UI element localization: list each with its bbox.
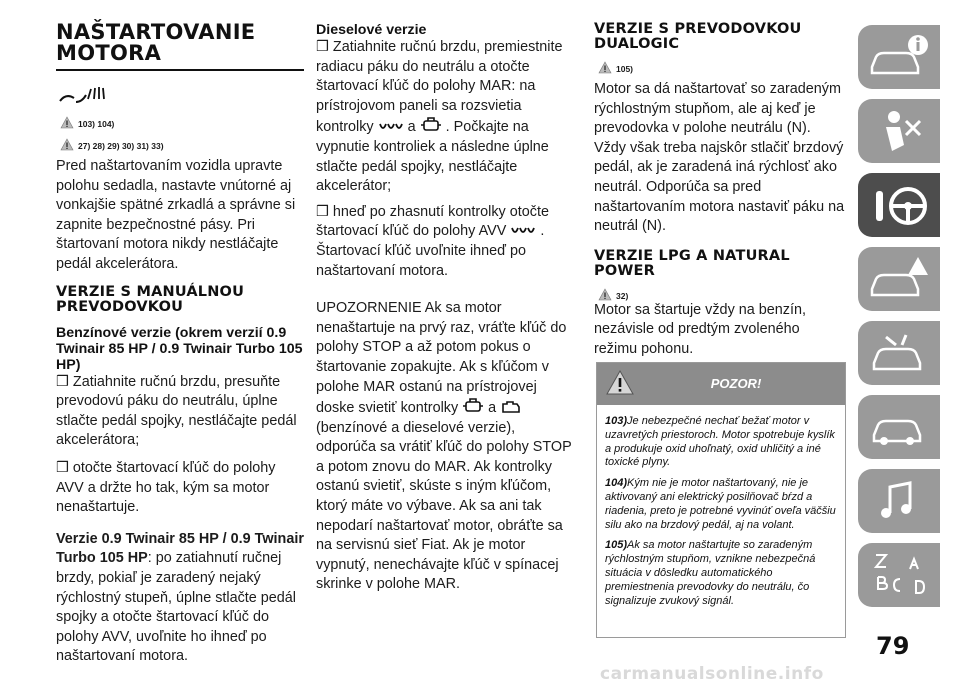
- diesel-step-1-text-a: ❒ Zatiahnite ručnú brzdu, premiestnite radiacu páku do neutrálu a otočte štartovací kľúč do polohy MAR: na prístrojovom paneli sa rozsvietia kontrolky: [316, 39, 563, 136]
- warning-box-title: POZOR!: [710, 376, 762, 391]
- heading-manual: VERZIE S MANUÁLNOU PREVODOVKOU: [56, 283, 245, 315]
- warning-box: [596, 362, 846, 638]
- diesel-step-1-text-b: . Počkajte na vypnutie kontroliek a následne úplne stlačte pedál spojky, nestláčajte akcelerátor;: [316, 119, 549, 195]
- petrol-step-1: ❒ Zatiahnite ručnú brzdu, presuňte prevodovú páku do neutrálu, úplne stlačte pedál spojky, nestláčajte pedál akcelerátora;: [56, 373, 297, 449]
- heading-lpg: VERZIE LPG A NATURAL POWER: [594, 247, 790, 279]
- petrol-step-2: ❒ otočte štartovací kľúč do polohy AVV a držte ho tak, kým sa motor nenaštartuje.: [56, 459, 276, 516]
- column-left: [56, 22, 304, 667]
- footer-watermark: carmanualsonline.info: [600, 664, 824, 684]
- glow-plug-icon: [510, 224, 536, 238]
- car-service-icon: [866, 327, 932, 379]
- chapter-tabs: [858, 25, 940, 617]
- car-info-icon: [866, 31, 932, 83]
- note-number: 104): [605, 477, 628, 490]
- diesel-step-2-text-a: ❒ hneď po zhasnutí kontrolky otočte štartovací kľúč do polohy AVV: [316, 203, 549, 240]
- tab-index[interactable]: [858, 543, 940, 607]
- warning-ref-text: 103) 104): [78, 119, 115, 129]
- warning-ref-b: [56, 133, 304, 151]
- note-number: 103): [605, 415, 628, 427]
- title-rule: [56, 69, 304, 71]
- multimedia-icon: [866, 475, 932, 527]
- warning-ref-dualogic: [594, 56, 846, 74]
- engine-check-icon: [420, 116, 442, 134]
- tab-emergency[interactable]: [858, 321, 940, 385]
- note-text: Ak sa motor naštartujte so zaradeným rýchlostným stupňom, vznikne nebezpečná situácia v dôsledku automatického premiestnenia prevodovky do neutrálu, čo signalizuje zvukový signál.: [605, 539, 816, 607]
- warning-text-b: (benzínové a dieselové verzie), odporúča sa vrátiť kľúč do polohy STOP a potom znovu do MAR. Ak kontrolky ostanú svietiť, skúste s iným kľúčom, ktorý máte vo výbave. Ak sa ani tak nepodarí naštartovať motor, obráťte sa na servisnú sieť Fiat. Ak je motor vypnutý, nenechávajte kľúč v spínacej skrinke v polohe MAR.: [316, 419, 572, 593]
- caution-triangle-icon: [598, 288, 612, 301]
- tab-warnings[interactable]: [858, 247, 940, 311]
- intro-paragraph: Pred naštartovaním vozidla upravte polohu sedadla, nastavte vnútorné aj vonkajšie spätné zrkadlá a správne si zapnite bezpečnostné pásy. Pri štartovaní motora nikdy nestláčajte pedál akcelerátora.: [56, 158, 296, 272]
- engine-start-symbol: [56, 85, 304, 107]
- lpg-paragraph: Motor sa štartuje vždy na benzín, nezávisle od predtým zvoleného režimu pohonu.: [594, 301, 806, 357]
- warning-and: a: [488, 400, 497, 417]
- heading-petrol: Benzínové verzie (okrem verzií 0.9 Twinair 85 HP / 0.9 Twinair Turbo 105 HP): [56, 324, 303, 373]
- caution-triangle-icon: [60, 138, 74, 151]
- car-specs-icon: [866, 401, 932, 453]
- warning-ref-lpg: [594, 283, 846, 301]
- warning-paragraph: [316, 299, 578, 595]
- column-right: [594, 22, 846, 360]
- twinair-heading: Verzie 0.9 Twinair 85 HP / 0.9 Twinair Turbo 105 HP: [56, 530, 304, 567]
- twinair-text: : po zatiahnutí ručnej brzdy, pokiaľ je zaradený nejaký rýchlostný stupeň, úplne stlačte pedál spojky a otočte štartovací kľúč do polohy AVV, uvoľnite ho ihneď po naštartovaní motora.: [56, 550, 296, 665]
- page-number: 79: [876, 632, 910, 660]
- note-number: 105): [605, 539, 628, 552]
- diesel-step-2-text-b: . Štartovací kľúč uvoľnite ihneď po naštartovaní motora.: [316, 223, 545, 279]
- car-warning-icon: [866, 253, 932, 305]
- diesel-step-1: [316, 38, 578, 197]
- warning-ref-a: [56, 111, 304, 129]
- engine-fault-icon: [500, 399, 522, 415]
- tab-safety[interactable]: [858, 99, 940, 163]
- column-middle: [316, 22, 578, 595]
- diesel-step-1-and: a: [407, 119, 416, 136]
- heading-dualogic: VERZIE S PREVODOVKOU DUALOGIC: [594, 21, 802, 52]
- heading-diesel: Dieselové verzie: [316, 22, 427, 38]
- tab-maintenance[interactable]: [858, 395, 940, 459]
- warning-note: [605, 539, 837, 608]
- warning-triangle-icon: [60, 116, 74, 129]
- note-text: Je nebezpečné nechať bežať motor v uzavretých priestoroch. Motor spotrebuje kyslík a produkuje oxid uhoľnatý, oxid uhličitý a iné toxické plyny.: [605, 415, 835, 469]
- page-title: NAŠTARTOVANIE MOTORA: [56, 20, 256, 65]
- warning-box-body: [597, 405, 845, 608]
- lpg-ref-text: 32): [616, 290, 629, 301]
- key-steering-wheel-icon: [866, 179, 932, 231]
- glow-plug-icon: [378, 120, 404, 134]
- engine-check-icon: [462, 397, 484, 415]
- tab-starting-driving[interactable]: [858, 173, 940, 237]
- tab-car-info[interactable]: [858, 25, 940, 89]
- caution-ref-text: 27) 28) 29) 30) 31) 33): [78, 141, 164, 151]
- airbag-person-icon: [866, 105, 932, 157]
- twinair-paragraph: [56, 530, 304, 667]
- diesel-step-2: [316, 203, 578, 281]
- note-text: Kým nie je motor naštartovaný, nie je aktivovaný ani elektrický posilňovač bŕzd a riadenia, preto je potrebné vyvinúť oveľa väčšiu silu ako na brzdový pedál, aj na volant.: [605, 477, 836, 531]
- warning-text-a: UPOZORNENIE Ak sa motor nenaštartuje na prvý raz, vráťte kľúč do polohy STOP a až potom pokus o štartovanie zopakujte. Ak s kľúčom v polohe MAR ostanú na prístrojovej doske svietiť kontrolky: [316, 300, 567, 417]
- tab-multimedia[interactable]: [858, 469, 940, 533]
- warning-note: [605, 415, 837, 470]
- dualogic-ref-text: 105): [616, 64, 634, 74]
- alphabet-index-icon: [866, 549, 932, 601]
- warning-note: [605, 477, 837, 532]
- dualogic-paragraph: Motor sa dá naštartovať so zaradeným rýchlostným stupňom, ale aj keď je prevodovka v polohe neutrálu (N). Vždy však treba najskôr stlačiť brzdový pedál, ak je zaradená iná rýchlosť ako neutrál. Odporúča sa pred naštartovaním motora nastaviť páku na neutrál (N).: [594, 81, 845, 235]
- warning-triangle-icon: [598, 61, 612, 74]
- warning-box-header: [597, 363, 845, 405]
- engine-glow-icon: [56, 85, 110, 107]
